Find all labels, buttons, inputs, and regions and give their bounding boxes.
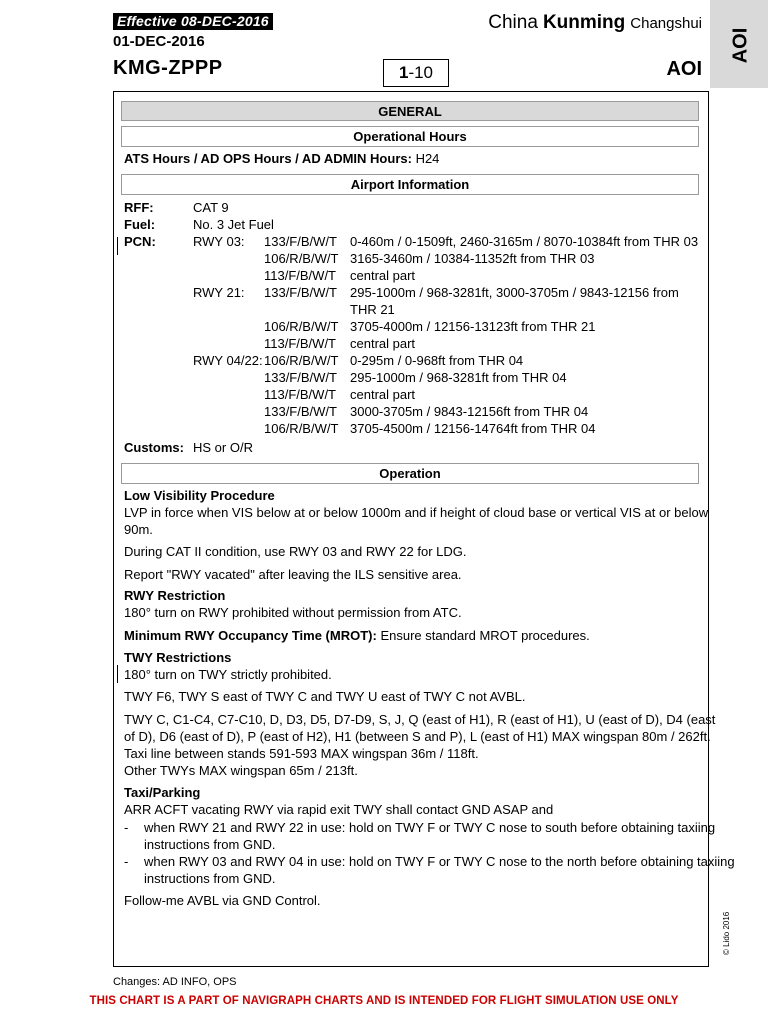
pcn-value: 133/F/B/W/T <box>264 234 337 249</box>
pcn-description: 0-460m / 0-1509ft, 2460-3165m / 8070-10384ft from THR 03 <box>350 234 699 249</box>
lvp-heading: Low Visibility Procedure <box>124 488 275 503</box>
lvp-text-4: Report "RWY vacated" after leaving the ILS sensitive area. <box>124 567 462 582</box>
effective-date-badge: Effective 08-DEC-2016 <box>113 13 273 30</box>
page-number <box>383 59 449 87</box>
lvp-text-3: During CAT II condition, use RWY 03 and RWY 22 for LDG. <box>124 544 467 559</box>
lvp-text-2: 90m. <box>124 522 153 537</box>
pcn-description: 3705-4000m / 12156-13123ft from THR 21 <box>350 319 596 334</box>
country-name: China <box>488 12 538 33</box>
taxi-text-2: Follow-me AVBL via GND Control. <box>124 893 321 908</box>
fuel-label: Fuel: <box>124 217 156 232</box>
pcn-description: 3000-3705m / 9843-12156ft from THR 04 <box>350 404 589 419</box>
pcn-value: 113/F/B/W/T <box>264 336 336 351</box>
fuel-value: No. 3 Jet Fuel <box>193 217 274 232</box>
taxi-bullet-2a: when RWY 03 and RWY 04 in use: hold on TWY F or TWY C nose to the north before obtaining taxiing <box>144 854 735 869</box>
taxi-parking-heading: Taxi/Parking <box>124 785 201 800</box>
rff-value: CAT 9 <box>193 200 229 215</box>
pcn-description: central part <box>350 336 416 351</box>
taxi-bullet-1b: instructions from GND. <box>144 837 276 852</box>
city-name: Kunming <box>542 12 626 33</box>
pcn-value: 106/R/B/W/T <box>264 353 339 368</box>
airport-information-heading: Airport Information <box>121 174 699 195</box>
twy-text-3c: Taxi line between stands 591-593 MAX wingspan 36m / 118ft. <box>124 746 479 761</box>
pcn-value: 106/R/B/W/T <box>264 319 339 334</box>
operational-hours-heading: Operational Hours <box>121 126 699 147</box>
pcn-runway: RWY 04/22: <box>193 353 263 368</box>
changes-note: Changes: AD INFO, OPS <box>113 976 237 988</box>
operational-hours-row <box>124 150 439 167</box>
page-number-major: 1 <box>398 63 409 82</box>
mrot-value: Ensure standard MROT procedures. <box>380 628 590 643</box>
operational-hours-label: ATS Hours / AD OPS Hours / AD ADMIN Hours: <box>124 151 412 166</box>
operation-heading: Operation <box>121 463 699 484</box>
lvp-text-1: LVP in force when VIS below at or below 1000m and if height of cloud base or vertical VIS at or below <box>124 505 709 520</box>
side-tab-label <box>726 26 756 66</box>
bullet-dash: - <box>124 820 129 835</box>
pcn-label: PCN: <box>124 234 156 249</box>
mrot-label: Minimum RWY Occupancy Time (MROT): <box>124 628 377 643</box>
pcn-description: 3165-3460m / 10384-11352ft from THR 03 <box>350 251 595 266</box>
twy-text-3d: Other TWYs MAX wingspan 65m / 213ft. <box>124 763 358 778</box>
section-code: AOI <box>666 58 702 80</box>
operational-hours-value: H24 <box>415 151 440 166</box>
pcn-value: 106/R/B/W/T <box>264 251 339 266</box>
general-heading: GENERAL <box>121 101 699 121</box>
copyright-text: © Lido 2016 <box>722 911 731 955</box>
mrot-row <box>124 627 590 644</box>
pcn-description: central part <box>350 268 416 283</box>
change-bar <box>117 237 118 255</box>
pcn-value: 113/F/B/W/T <box>264 387 336 402</box>
twy-text-3b: of D), D6 (east of D), P (east of H2), H1 (between S and P), L (east of H1) MAX wingspan 80m / 262ft. <box>124 729 711 744</box>
pcn-description: THR 21 <box>350 302 395 317</box>
pcn-description: 295-1000m / 968-3281ft, 3000-3705m / 9843-12156 from <box>350 285 679 300</box>
bullet-dash: - <box>124 854 129 869</box>
pcn-runway: RWY 03: <box>193 234 245 249</box>
twy-restrictions-heading: TWY Restrictions <box>124 650 232 665</box>
pcn-description: 295-1000m / 968-3281ft from THR 04 <box>350 370 567 385</box>
pcn-value: 106/R/B/W/T <box>264 421 339 436</box>
page-number-minor: -10 <box>408 63 434 82</box>
rwy-restriction-heading: RWY Restriction <box>124 588 226 603</box>
pcn-value: 133/F/B/W/T <box>264 370 337 385</box>
issue-date: 01-DEC-2016 <box>113 33 205 50</box>
pcn-runway: RWY 21: <box>193 285 245 300</box>
pcn-description: 0-295m / 0-968ft from THR 04 <box>350 353 524 368</box>
simulation-warning: THIS CHART IS A PART OF NAVIGRAPH CHARTS AND IS INTENDED FOR FLIGHT SIMULATION USE ONLY <box>89 995 679 1007</box>
taxi-bullet-1a: when RWY 21 and RWY 22 in use: hold on TWY F or TWY C nose to south before obtaining taxiing <box>144 820 716 835</box>
twy-text-1: 180° turn on TWY strictly prohibited. <box>124 667 332 682</box>
pcn-description: 3705-4500m / 12156-14764ft from THR 04 <box>350 421 596 436</box>
pcn-description: central part <box>350 387 416 402</box>
taxi-text-1: ARR ACFT vacating RWY via rapid exit TWY shall contact GND ASAP and <box>124 802 554 817</box>
side-tab-text: AOI <box>729 27 752 64</box>
pcn-value: 133/F/B/W/T <box>264 404 337 419</box>
airport-code: KMG-ZPPP <box>113 57 223 79</box>
rwy-restriction-text: 180° turn on RWY prohibited without permission from ATC. <box>124 605 462 620</box>
twy-text-2: TWY F6, TWY S east of TWY C and TWY U east of TWY C not AVBL. <box>124 689 526 704</box>
customs-label: Customs: <box>124 440 184 455</box>
pcn-value: 113/F/B/W/T <box>264 268 336 283</box>
rff-label: RFF: <box>124 200 154 215</box>
airport-title <box>488 12 702 34</box>
change-bar <box>117 665 118 683</box>
taxi-bullet-2b: instructions from GND. <box>144 871 276 886</box>
pcn-value: 133/F/B/W/T <box>264 285 337 300</box>
customs-value: HS or O/R <box>193 440 253 455</box>
copyright <box>722 911 742 1035</box>
twy-text-3a: TWY C, C1-C4, C7-C10, D, D3, D5, D7-D9, S, J, Q (east of H1), R (east of H1), U (east of D), D4 (east <box>124 712 716 727</box>
aerodrome-name: Changshui <box>630 15 702 32</box>
